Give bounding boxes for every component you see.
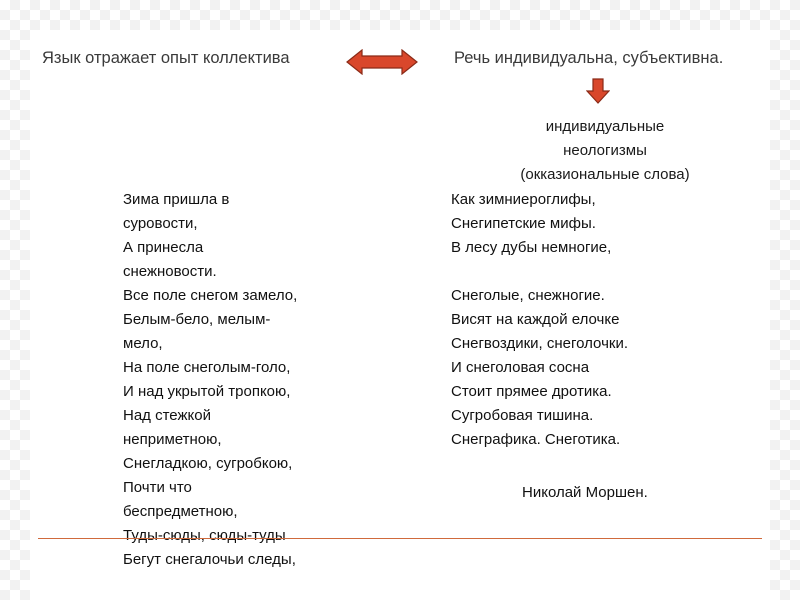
poem-line: Снегвоздики, снеголочки. bbox=[451, 335, 628, 352]
poem-line: Над стежкой bbox=[123, 407, 211, 424]
stanza-break bbox=[451, 260, 628, 284]
poem-line: Сугробовая тишина. bbox=[451, 407, 594, 424]
poem-line: Как зимниероглифы, bbox=[451, 191, 596, 208]
poem-left-column bbox=[123, 188, 297, 572]
language-statement: Язык отражает опыт коллектива bbox=[42, 49, 290, 67]
poem-line: В лесу дубы немногие, bbox=[451, 239, 612, 256]
poem-line: Туды-сюды, сюды-туды bbox=[123, 527, 286, 544]
poem-right-column bbox=[451, 188, 628, 452]
neologisms-line-1: индивидуальные bbox=[545, 118, 665, 135]
neologisms-caption bbox=[450, 115, 760, 187]
poem-line: Снеголые, снежногие. bbox=[451, 287, 605, 304]
poem-line: Стоит прямее дротика. bbox=[451, 383, 612, 400]
poem-line: Зима пришла в bbox=[123, 191, 230, 208]
footer-divider bbox=[38, 538, 762, 539]
poem-line: Белым-бело, мелым- bbox=[123, 311, 271, 328]
arrow-down-icon bbox=[586, 78, 610, 104]
poem-line: Снегладкою, сугробкою, bbox=[123, 455, 293, 472]
double-arrow-icon bbox=[346, 49, 418, 75]
neologisms-line-2: неологизмы bbox=[563, 142, 647, 159]
speech-statement: Речь индивидуальна, субъективна. bbox=[454, 49, 724, 67]
poem-line: Снеграфика. Снеготика. bbox=[451, 431, 621, 448]
poem-line: А принесла bbox=[123, 239, 204, 256]
poem-line: На поле снеголым-голо, bbox=[123, 359, 291, 376]
poem-line: мело, bbox=[123, 335, 163, 352]
poem-line: беспредметною, bbox=[123, 503, 238, 520]
poem-line: И над укрытой тропкою, bbox=[123, 383, 291, 400]
poem-author: Николай Моршен. bbox=[522, 484, 648, 501]
poem-line: Почти что bbox=[123, 479, 192, 496]
poem-line: Висят на каждой елочке bbox=[451, 311, 620, 328]
poem-line: Снегипетские мифы. bbox=[451, 215, 596, 232]
poem-line: Бегут снегалочьи следы, bbox=[123, 551, 296, 568]
poem-line: неприметною, bbox=[123, 431, 222, 448]
neologisms-line-3: (окказиональные слова) bbox=[520, 166, 690, 183]
poem-line: И снеголовая сосна bbox=[451, 359, 590, 376]
poem-line: Все поле снегом замело, bbox=[123, 287, 298, 304]
poem-line: снежновости. bbox=[123, 263, 217, 280]
poem-line: суровости, bbox=[123, 215, 198, 232]
